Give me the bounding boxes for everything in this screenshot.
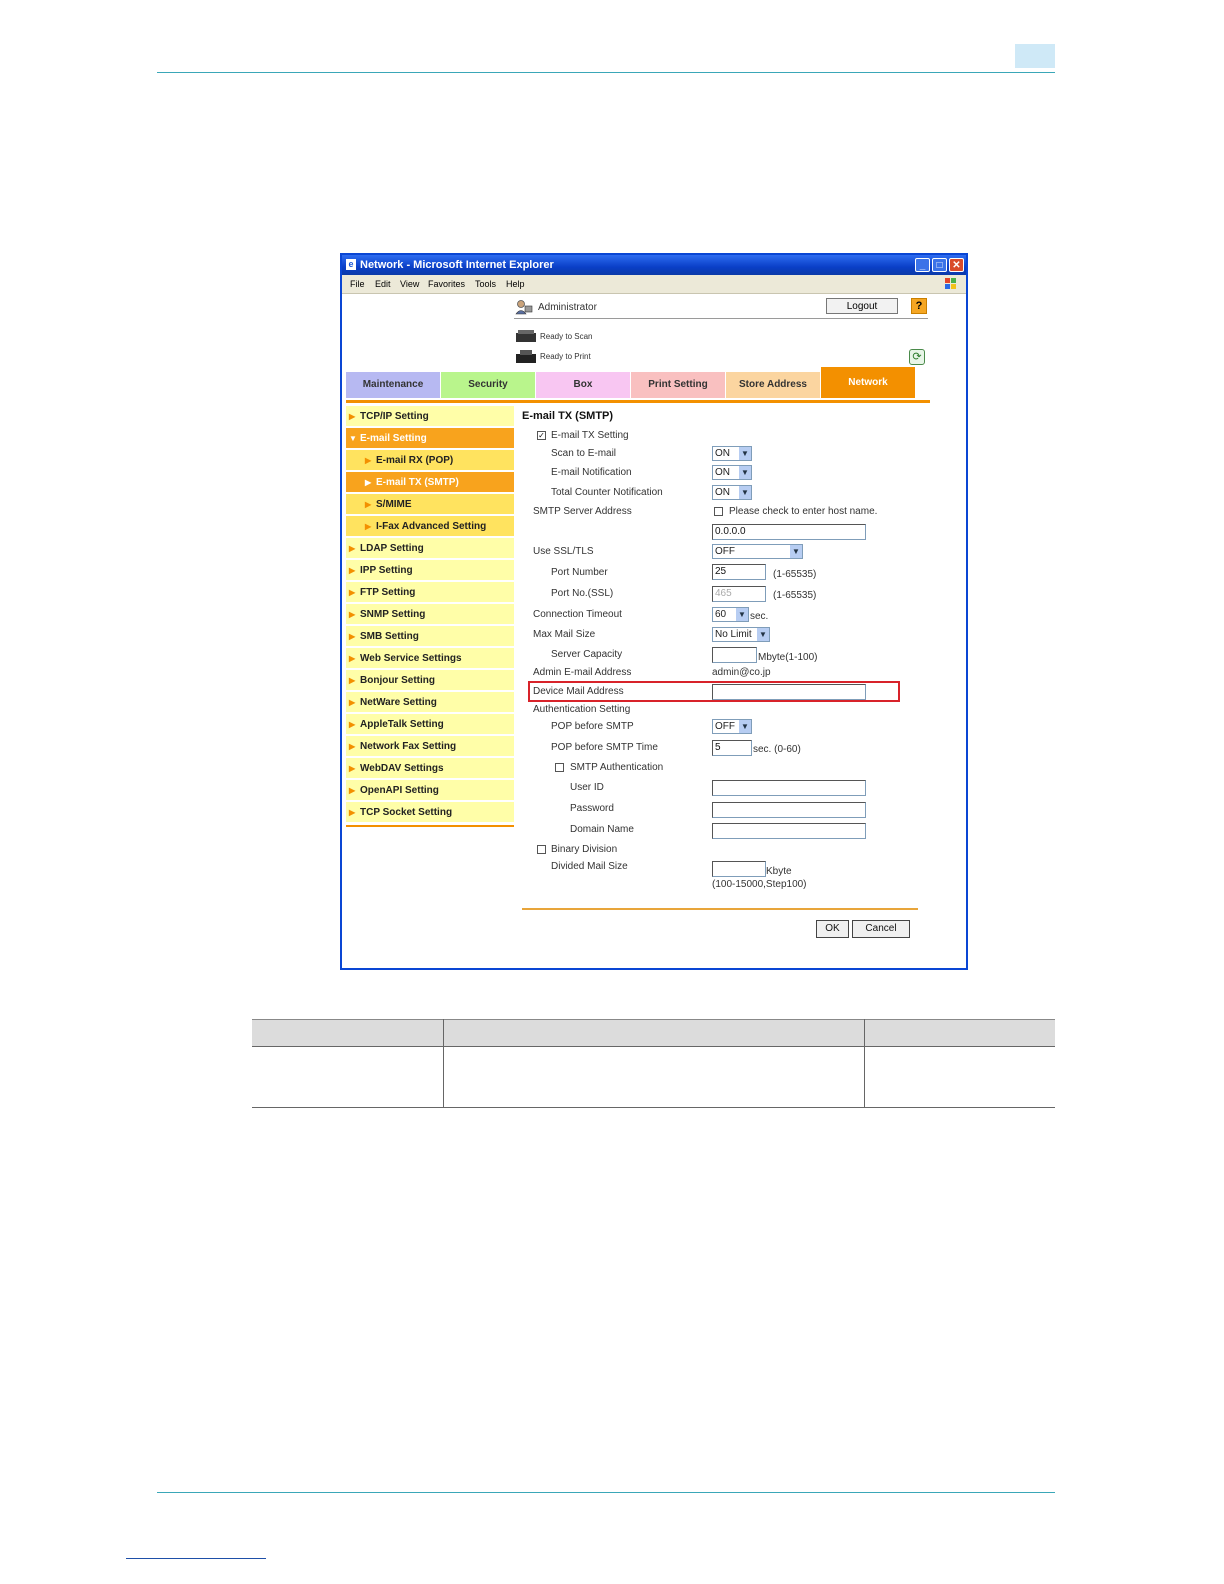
total-counter-notification-select[interactable]: ON ▼ — [712, 485, 752, 500]
use-ssl-tls-select[interactable]: OFF ▼ — [712, 544, 803, 559]
divided-mail-size-label: Divided Mail Size — [551, 861, 628, 872]
refresh-icon[interactable]: ⟳ — [909, 349, 925, 365]
menu-bar — [342, 275, 966, 294]
server-capacity-unit: Mbyte(1-100) — [758, 652, 818, 663]
sidebar-item-bonjour[interactable]: ▶ Bonjour Setting — [346, 670, 514, 691]
status-ready-to-print: Ready to Print — [540, 352, 591, 361]
device-mail-address-label: Device Mail Address — [533, 686, 624, 697]
window-title: Network - Microsoft Internet Explorer — [360, 259, 554, 271]
page-content — [342, 294, 966, 968]
header-rule — [157, 72, 1055, 73]
tab-security[interactable]: Security — [441, 372, 535, 398]
smtp-server-address-label: SMTP Server Address — [533, 506, 632, 517]
footer-rule — [157, 1492, 1055, 1493]
table-bottom-rule — [252, 1107, 1055, 1108]
connection-timeout-unit: sec. — [750, 611, 769, 622]
connection-timeout-select[interactable]: 60 ▼ — [712, 607, 749, 622]
help-button[interactable]: ? — [911, 298, 927, 314]
email-tx-setting-label: E-mail TX Setting — [551, 430, 629, 441]
email-notification-label: E-mail Notification — [551, 467, 632, 478]
menu-view[interactable]: View — [400, 279, 420, 289]
sidebar-item-smb[interactable]: ▶ SMB Setting — [346, 626, 514, 647]
port-number-input[interactable]: 25 — [712, 564, 766, 580]
scanner-icon — [515, 329, 537, 344]
connection-timeout-label: Connection Timeout — [533, 609, 622, 620]
form-title: E-mail TX (SMTP) — [522, 410, 614, 422]
sidebar-item-email-rx[interactable]: ▶ E-mail RX (POP) — [346, 450, 514, 471]
binary-division-label: Binary Division — [551, 844, 618, 855]
pop-before-smtp-time-unit: sec. (0-60) — [753, 744, 801, 755]
email-notification-select[interactable]: ON ▼ — [712, 465, 752, 480]
user-id-label: User ID — [570, 782, 604, 793]
tab-maintenance[interactable]: Maintenance — [346, 372, 440, 398]
sidebar-item-ldap[interactable]: ▶ LDAP Setting — [346, 538, 514, 559]
smtp-authentication-checkbox[interactable] — [555, 763, 564, 772]
pop-before-smtp-label: POP before SMTP — [551, 721, 634, 732]
sidebar-item-tcp-socket[interactable]: ▶ TCP Socket Setting — [346, 802, 514, 823]
sidebar-item-web-service[interactable]: ▶ Web Service Settings — [346, 648, 514, 669]
sidebar-item-ftp[interactable]: ▶ FTP Setting — [346, 582, 514, 603]
divided-mail-size-unit: Kbyte — [766, 866, 792, 877]
sidebar-end-rule — [346, 825, 514, 827]
port-no-ssl-range: (1-65535) — [773, 590, 817, 601]
table-column-divider — [864, 1019, 865, 1108]
status-ready-to-scan: Ready to Scan — [540, 332, 593, 341]
divided-mail-size-range: (100-15000,Step100) — [712, 879, 807, 890]
minimize-button[interactable]: _ — [915, 258, 930, 272]
password-label: Password — [570, 803, 614, 814]
sidebar-item-ipp[interactable]: ▶ IPP Setting — [346, 560, 514, 581]
port-number-label: Port Number — [551, 567, 608, 578]
sidebar-item-netware[interactable]: ▶ NetWare Setting — [346, 692, 514, 713]
host-name-checkbox[interactable] — [714, 507, 723, 516]
max-mail-size-select[interactable]: No Limit ▼ — [712, 627, 770, 642]
table-header-divider — [252, 1046, 1055, 1047]
footer-link-line — [126, 1558, 266, 1559]
tab-network[interactable]: Network — [821, 367, 915, 398]
menu-edit[interactable]: Edit — [375, 279, 391, 289]
pop-before-smtp-select[interactable]: OFF ▼ — [712, 719, 752, 734]
maximize-button[interactable]: □ — [932, 258, 947, 272]
total-counter-notification-label: Total Counter Notification — [551, 487, 663, 498]
windows-logo-icon — [944, 277, 958, 290]
sidebar-item-tcpip[interactable]: ▶ TCP/IP Setting — [346, 406, 514, 427]
divided-mail-size-input[interactable] — [712, 861, 766, 877]
port-no-ssl-input[interactable]: 465 — [712, 586, 766, 602]
window-titlebar — [342, 255, 966, 275]
smtp-authentication-label: SMTP Authentication — [570, 762, 664, 773]
page-corner-tab — [1015, 44, 1055, 68]
menu-favorites[interactable]: Favorites — [428, 279, 466, 289]
user-id-input[interactable] — [712, 780, 866, 796]
binary-division-checkbox[interactable] — [537, 845, 546, 854]
server-capacity-label: Server Capacity — [551, 649, 623, 660]
cancel-button[interactable]: Cancel — [852, 920, 910, 938]
password-input[interactable] — [712, 802, 866, 818]
administrator-icon — [515, 299, 533, 315]
logout-button[interactable]: Logout — [826, 298, 898, 314]
ie-icon: e — [346, 259, 356, 270]
authentication-setting-label: Authentication Setting — [533, 704, 631, 715]
use-ssl-tls-label: Use SSL/TLS — [533, 546, 594, 557]
printer-icon — [515, 349, 537, 364]
menu-file[interactable]: File — [350, 279, 365, 289]
close-button[interactable]: ✕ — [949, 258, 964, 272]
domain-name-input[interactable] — [712, 823, 866, 839]
scan-to-email-select[interactable]: ON ▼ — [712, 446, 752, 461]
header-divider — [514, 318, 928, 319]
host-name-check-label: Please check to enter host name. — [729, 506, 878, 517]
tab-box[interactable]: Box — [536, 372, 630, 398]
menu-tools[interactable]: Tools — [475, 279, 497, 289]
pop-before-smtp-time-label: POP before SMTP Time — [551, 742, 658, 753]
server-capacity-input[interactable] — [712, 647, 757, 663]
admin-email-value: admin@co.jp — [712, 667, 771, 678]
sidebar-item-email-setting[interactable]: ▼ E-mail Setting — [346, 428, 514, 449]
sidebar-item-network-fax[interactable]: ▶ Network Fax Setting — [346, 736, 514, 757]
smtp-server-address-input[interactable]: 0.0.0.0 — [712, 524, 866, 540]
port-no-ssl-label: Port No.(SSL) — [551, 588, 614, 599]
form-divider — [522, 908, 918, 910]
tab-print-setting[interactable]: Print Setting — [631, 372, 725, 398]
sidebar-item-webdav[interactable]: ▶ WebDAV Settings — [346, 758, 514, 779]
table-column-divider — [443, 1019, 444, 1108]
pop-before-smtp-time-input[interactable]: 5 — [712, 740, 752, 756]
email-tx-setting-checkbox[interactable]: ✓ — [538, 431, 545, 440]
sidebar-item-email-tx[interactable]: ▶ E-mail TX (SMTP) — [346, 472, 514, 493]
max-mail-size-label: Max Mail Size — [533, 629, 596, 640]
sidebar-item-openapi[interactable]: ▶ OpenAPI Setting — [346, 780, 514, 801]
scan-to-email-label: Scan to E-mail — [551, 448, 617, 459]
tab-store-address[interactable]: Store Address — [726, 372, 820, 398]
ok-button[interactable]: OK — [816, 920, 849, 938]
sidebar-item-snmp[interactable]: ▶ SNMP Setting — [346, 604, 514, 625]
administrator-label: Administrator — [538, 302, 597, 313]
table-header — [252, 1019, 1055, 1047]
port-number-range: (1-65535) — [773, 569, 817, 580]
tab-underline — [346, 400, 930, 403]
device-mail-address-highlight — [528, 681, 900, 702]
sidebar-item-ifax-advanced[interactable]: ▶ I-Fax Advanced Setting — [346, 516, 514, 537]
menu-help[interactable]: Help — [506, 279, 525, 289]
admin-email-label: Admin E-mail Address — [533, 667, 632, 678]
sidebar-item-smime[interactable]: ▶ S/MIME — [346, 494, 514, 515]
browser-window — [340, 253, 968, 970]
sidebar-item-appletalk[interactable]: ▶ AppleTalk Setting — [346, 714, 514, 735]
domain-name-label: Domain Name — [570, 824, 634, 835]
